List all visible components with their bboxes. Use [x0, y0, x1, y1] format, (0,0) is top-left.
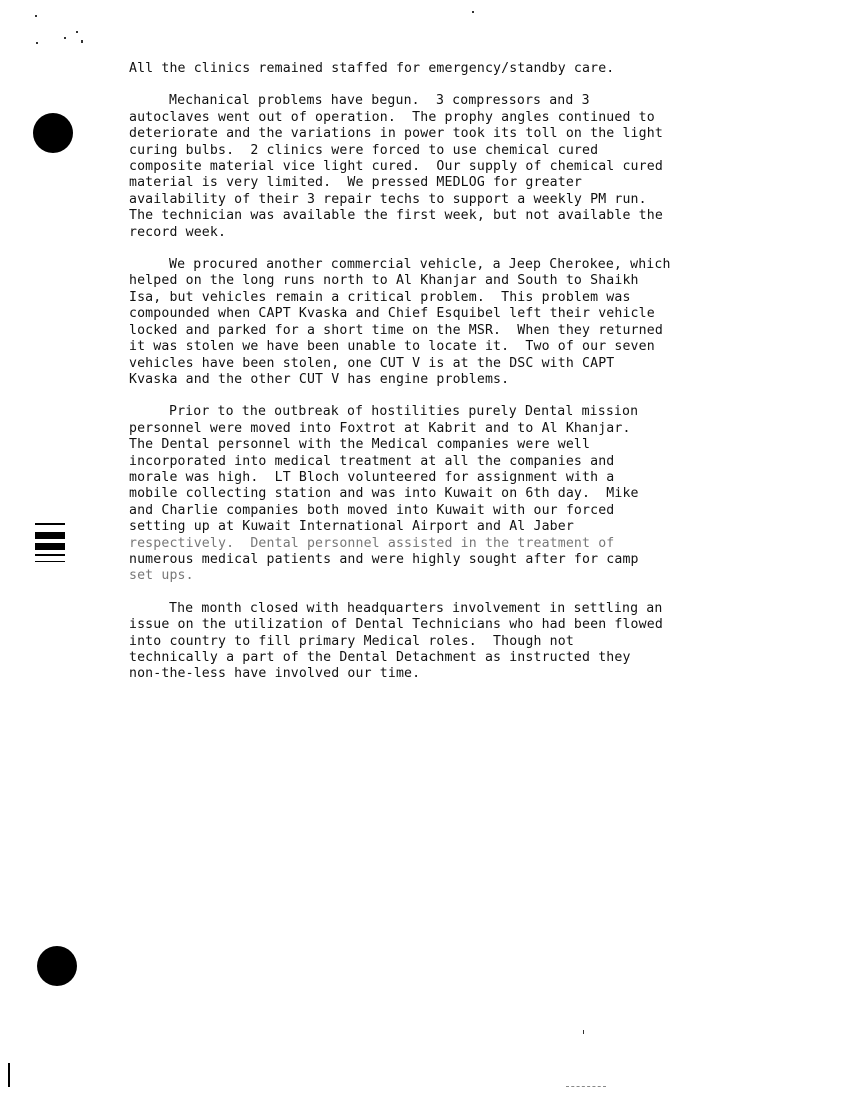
text-line: composite material vice light cured. Our supply of chemical cured — [129, 159, 663, 175]
text-line: morale was high. LT Bloch volunteered for assignment with a — [129, 469, 615, 485]
text-line: Isa, but vehicles remain a critical problem. This problem was — [129, 289, 631, 305]
binder-hole-top — [33, 113, 73, 153]
text-line: The month closed with headquarters involvement in settling an — [169, 600, 663, 616]
paragraph-1 — [129, 61, 809, 77]
text-line: incorporated into medical treatment at all the companies and — [129, 453, 615, 469]
text-line: numerous medical patients and were highly sought after for camp — [129, 551, 639, 567]
text-line: technically a part of the Dental Detachment as instructed they — [129, 650, 631, 665]
scan-dash-mark — [566, 1086, 606, 1088]
text-line: and Charlie companies both moved into Kuwait with our forced — [129, 502, 615, 518]
text-line: We procured another commercial vehicle, a Jeep Cherokee, which — [169, 257, 671, 273]
scan-speck — [35, 15, 37, 17]
text-line: record week. — [129, 224, 227, 240]
binder-tab-mark — [35, 523, 65, 563]
text-line: non-the-less have involved our time. — [129, 666, 421, 682]
text-line: availability of their 3 repair techs to support a weekly PM run. — [129, 191, 647, 207]
text-line: locked and parked for a short time on the MSR. When they returned — [129, 322, 663, 338]
text-line: it was stolen we have been unable to locate it. Two of our seven — [129, 339, 655, 355]
document-body — [129, 61, 809, 699]
text-line: compounded when CAPT Kvaska and Chief Esquibel left their vehicle — [129, 306, 655, 322]
text-line: Mechanical problems have begun. 3 compressors and 3 — [169, 93, 590, 109]
scan-speck — [472, 11, 474, 13]
text-line: autoclaves went out of operation. The prophy angles continued to — [129, 109, 655, 125]
text-line: helped on the long runs north to Al Khanjar and South to Shaikh — [129, 273, 639, 289]
scan-speck — [36, 42, 38, 44]
text-line: setting up at Kuwait International Airport and Al Jaber — [129, 519, 574, 535]
text-line-faded: respectively. Dental personnel assisted in the treatment of — [129, 535, 615, 551]
text-line: The Dental personnel with the Medical companies were well — [129, 437, 591, 453]
text-line: material is very limited. We pressed MEDLOG for greater — [129, 175, 583, 191]
scan-speck — [76, 31, 78, 33]
paragraph-5 — [129, 601, 809, 683]
scan-speck — [64, 37, 66, 39]
scan-speck — [81, 40, 83, 43]
paragraph-2 — [129, 93, 809, 241]
binder-hole-bottom — [37, 946, 77, 986]
text-line-faded: set ups. — [129, 568, 194, 584]
paragraph-3 — [129, 257, 809, 388]
scan-speck — [583, 1030, 584, 1034]
text-line: personnel were moved into Foxtrot at Kabrit and to Al Khanjar. — [129, 420, 631, 436]
text-line: Prior to the outbreak of hostilities purely Dental mission — [169, 404, 639, 420]
text-line: issue on the utilization of Dental Technicians who had been flowed — [129, 617, 663, 633]
scan-edge-mark — [8, 1063, 10, 1087]
text-line: vehicles have been stolen, one CUT V is at the DSC with CAPT — [129, 355, 615, 371]
text-line: Kvaska and the other CUT V has engine problems. — [129, 371, 510, 387]
text-line: The technician was available the first week, but not available the — [129, 208, 663, 224]
text-line: curing bulbs. 2 clinics were forced to use chemical cured — [129, 142, 599, 158]
text-line: into country to fill primary Medical roles. Though not — [129, 633, 574, 649]
text-line: All the clinics remained staffed for emergency/standby care. — [129, 61, 615, 76]
paragraph-4 — [129, 404, 809, 584]
text-line: deteriorate and the variations in power took its toll on the light — [129, 126, 663, 142]
text-line: mobile collecting station and was into Kuwait on 6th day. Mike — [129, 486, 639, 502]
